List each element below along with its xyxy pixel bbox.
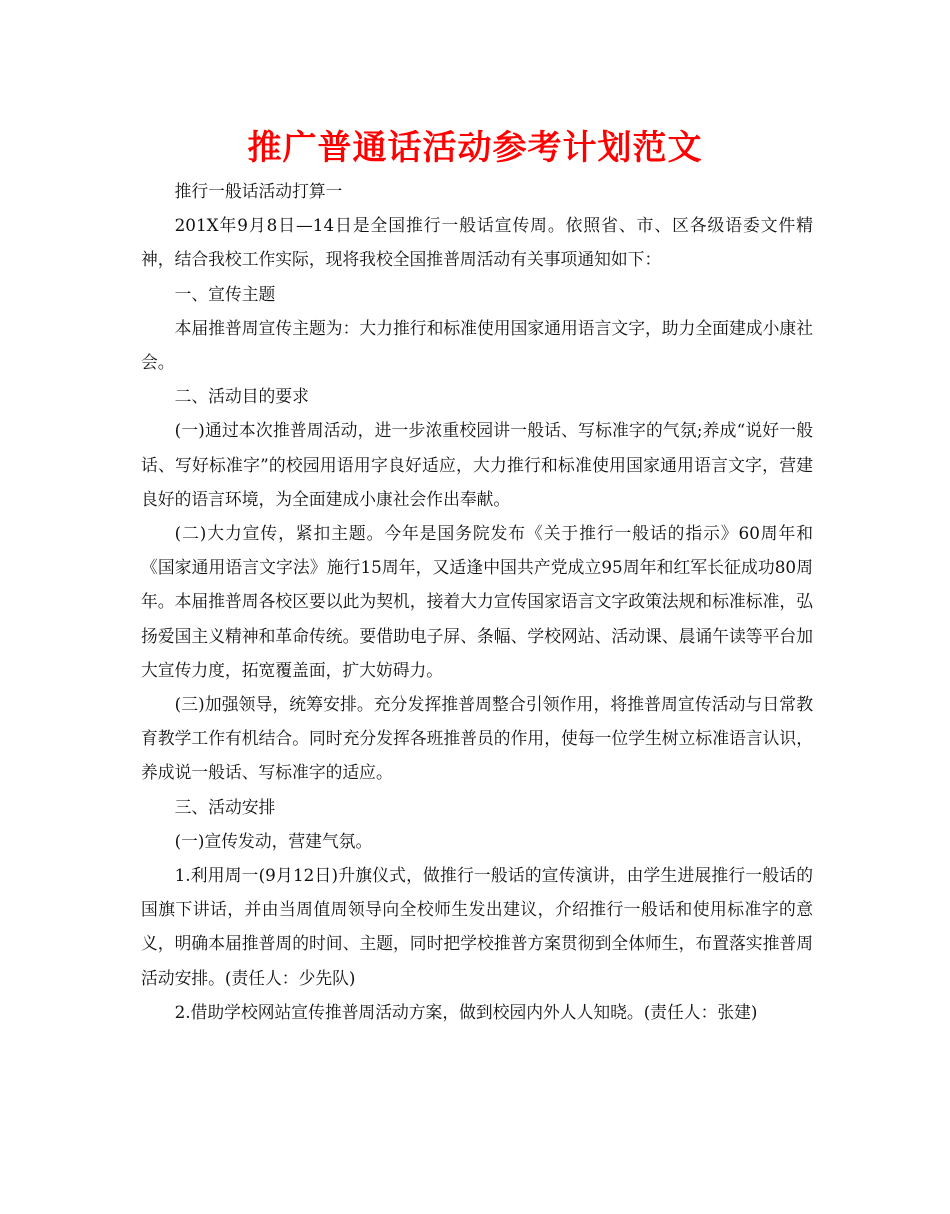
paragraph-theme: 本届推普周宣传主题为：大力推行和标准使用国家通用语言文字，助力全面建成小康社会。: [141, 317, 813, 373]
paragraph-schedule-item-2: 2.借助学校网站宣传推普周活动方案，做到校园内外人人知晓。(责任人：张建): [174, 1001, 758, 1022]
paragraph-intro: 201X年9月8日—14日是全国推行一般话宣传周。依照省、市、区各级语委文件精神，结合我校工作实际，现将我校全国推普周活动有关事项通知如下：: [141, 215, 813, 270]
section-heading-theme: 一、宣传主题: [174, 283, 276, 304]
paragraph-schedule-item-1: 1.利用周一(9月12日)升旗仪式，做推行一般话的宣传演讲，由学生进展推行一般话的国旗下讲话，并由当周值周领导向全校师生发出建议，介绍推行一般话和使用标准字的意义，明确本届推普周的时间、主题，同时把学校推普方案贯彻到全体师生，布置落实推普周活动安排。(责任人：少先队): [141, 865, 813, 988]
document-body: [141, 174, 813, 1029]
paragraph-plan-heading: 推行一般话活动打算一: [174, 181, 343, 201]
paragraph-schedule-subheading: (一)宣传发动，营建气氛。: [174, 830, 373, 851]
paragraph-goal-1: (一)通过本次推普周活动，进一步浓重校园讲一般话、写标准字的气氛;养成“说好一般话、写好标准字”的校园用语用字良好适应，大力推行和标准使用国家通用语言文字，营建良好的语言环境，为全面建成小康社会作出奉献。: [141, 420, 813, 509]
section-heading-goals: 二、活动目的要求: [174, 386, 309, 407]
paragraph-goal-3: (三)加强领导，统筹安排。充分发挥推普周整合引领作用，将推普周宣传活动与日常教育教学工作有机结合。同时充分发挥各班推普员的作用，使每一位学生树立标准语言认识，养成说一般话、写标准字的适应。: [141, 694, 813, 783]
paragraph-goal-2: (二)大力宣传，紧扣主题。今年是国务院发布《关于推行一般话的指示》60周年和《国家通用语言文字法》施行15周年，又适逢中国共产党成立95周年和红军长征成功80周年。本届推普周各校区要以此为契机，接着大力宣传国家语言文字政策法规和标准标准，弘扬爱国主义精神和革命传统。要借助电子屏、条幅、学校网站、活动课、晨诵午读等平台加大宣传力度，拓宽覆盖面，扩大妨碍力。: [141, 523, 813, 680]
document-title: 推广普通话活动参考计划范文: [247, 128, 703, 168]
section-heading-schedule: 三、活动安排: [174, 796, 276, 817]
